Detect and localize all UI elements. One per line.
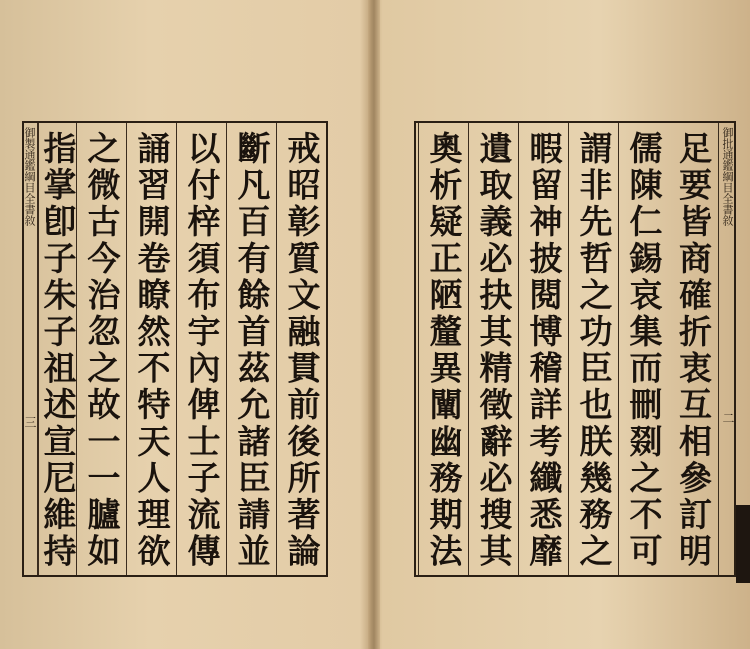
right-column-text: 儒陳仁錫哀集而刪剟之不可 <box>624 131 664 571</box>
right-column-text: 謂非先哲之功臣也朕幾務之 <box>574 131 614 571</box>
right-column-text: 奧析疑正陋釐異闡幽務期法 <box>424 131 464 571</box>
left-column-text: 指掌卽子朱子祖述宣尼維持 <box>38 131 78 571</box>
page-edge-shadow <box>736 505 750 583</box>
left-column-text: 斷凡百有餘首茲允諸臣請並 <box>232 131 272 571</box>
right-column-3 <box>568 123 618 575</box>
left-column-text: 戒昭彰質文融貫前後所著論 <box>282 131 322 571</box>
left-column-text: 之微古今治忽之故一一臚如 <box>82 131 122 571</box>
left-column-6 <box>38 123 76 575</box>
left-folio: 三 <box>23 416 37 428</box>
left-column-text: 以付梓須布宇內俾士子流傳 <box>182 131 222 571</box>
right-margin-title: 御批通鑑綱目全書敘 <box>721 127 734 226</box>
left-column-3 <box>176 123 226 575</box>
right-column-text: 暇留神披閱博稽詳考纖悉靡 <box>524 131 564 571</box>
right-text-frame <box>414 121 736 577</box>
left-margin-title: 御製通鑑綱目全書敘 <box>23 127 36 226</box>
left-text-frame <box>22 121 328 577</box>
right-page <box>378 0 750 649</box>
right-column-5 <box>468 123 518 575</box>
right-column-text: 遺取義必抉其精徵辭必搜其 <box>474 131 514 571</box>
right-column-4 <box>518 123 568 575</box>
right-folio: 二 <box>721 412 735 424</box>
left-column-2 <box>226 123 276 575</box>
left-page <box>0 0 372 649</box>
right-column-6 <box>418 123 468 575</box>
right-column-2 <box>618 123 668 575</box>
left-column-text: 誦習開卷瞭然不特天人理欲 <box>132 131 172 571</box>
right-column-1 <box>668 123 718 575</box>
left-column-5 <box>76 123 126 575</box>
left-column-4 <box>126 123 176 575</box>
right-column-text: 足要皆商確折衷互相參訂明 <box>674 131 713 571</box>
right-margin-column <box>718 123 736 575</box>
left-column-1 <box>276 123 326 575</box>
